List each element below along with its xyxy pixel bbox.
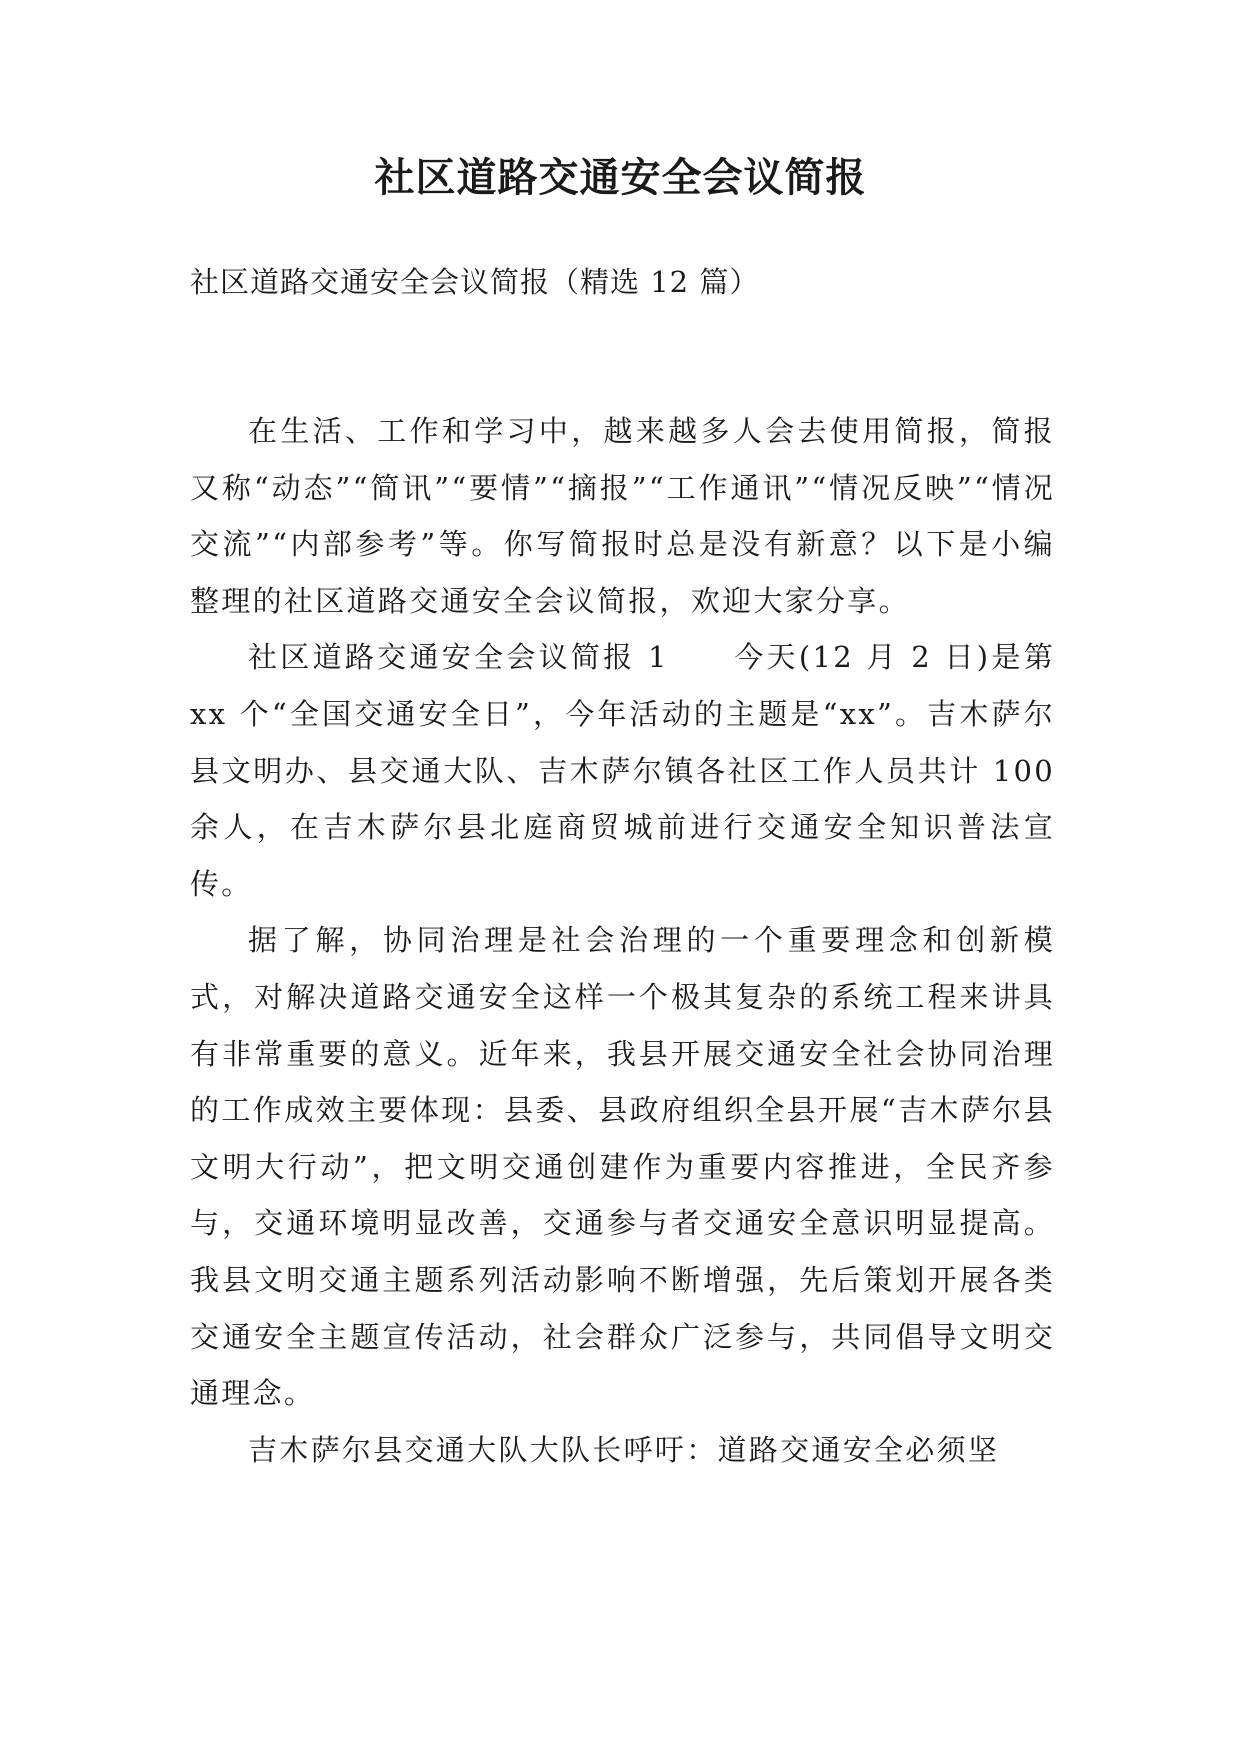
paragraph-report-1: 社区道路交通安全会议简报 1 今天(12 月 2 日)是第 xx 个“全国交通安全日”，今年活动的主题是“xx”。吉木萨尔县文明办、县交通大队、吉木萨尔镇各社区工作人员共计 100 余人，在吉木萨尔县北庭商贸城前进行交通安全知识普法宣传。 (190, 640, 1055, 901)
document-body (190, 403, 1055, 1478)
paragraph-appeal: 吉木萨尔县交通大队大队长呼吁：道路交通安全必须坚 (248, 1432, 1000, 1467)
document-title: 社区道路交通安全会议简报 (374, 154, 867, 201)
document-subtitle: 社区道路交通安全会议简报（精选 12 篇） (190, 265, 760, 299)
paragraph-intro: 在生活、工作和学习中，越来越多人会去使用简报，简报又称“动态”“简讯”“要情”“摘报”“工作通讯”“情况反映”“情况交流”“内部参考”等。你写简报时总是没有新意？以下是小编整理的社区道路交通安全会议简报，欢迎大家分享。 (190, 414, 1055, 618)
paragraph-governance: 据了解，协同治理是社会治理的一个重要理念和创新模式，对解决道路交通安全这样一个极其复杂的系统工程来讲具有非常重要的意义。近年来，我县开展交通安全社会协同治理的工作成效主要体现：县委、县政府组织全县开展“吉木萨尔县文明大行动”，把文明交通创建作为重要内容推进，全民齐参与，交通环境明显改善，交通参与者交通安全意识明显提高。我县文明交通主题系列活动影响不断增强，先后策划开展各类交通安全主题宣传活动，社会群众广泛参与，共同倡导文明交通理念。 (190, 923, 1055, 1411)
